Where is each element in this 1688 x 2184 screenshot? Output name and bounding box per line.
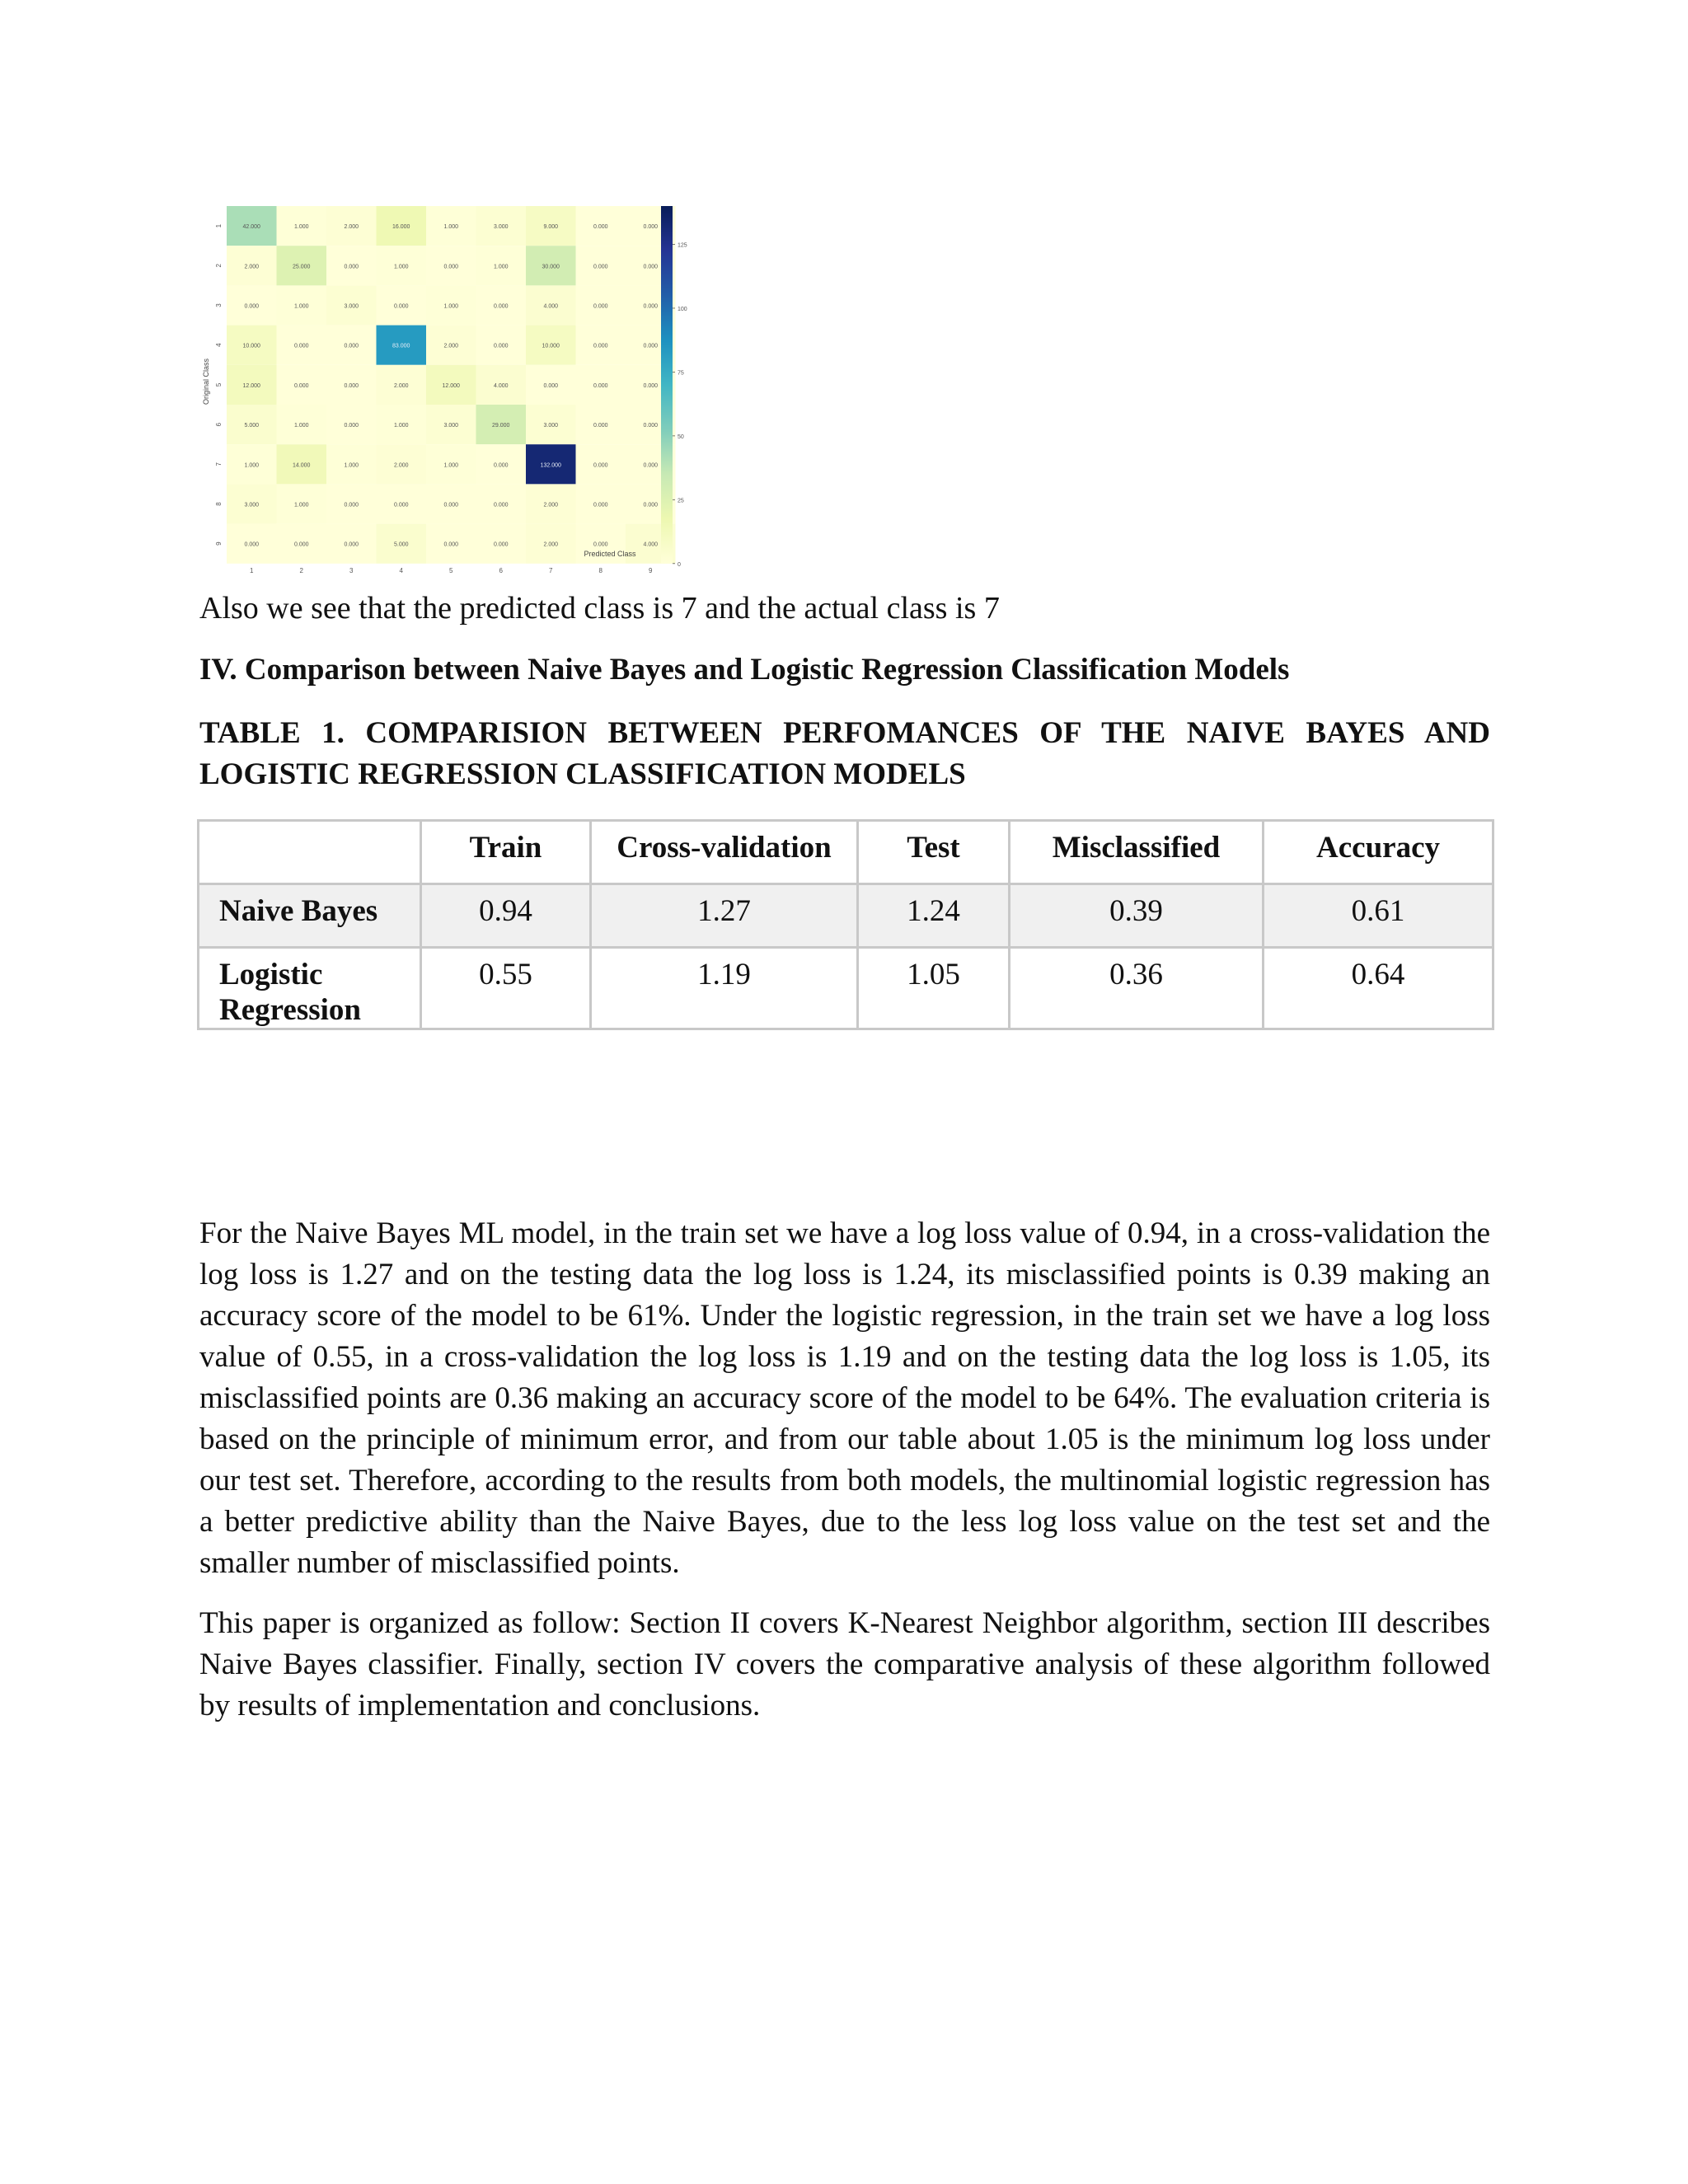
- table-cell: 0.39: [1010, 884, 1264, 948]
- x-tick-label: 6: [499, 566, 503, 574]
- table-cell: 0.55: [421, 948, 591, 1029]
- heatmap-cell-label: 0.000: [593, 343, 608, 349]
- results-paragraph: For the Naive Bayes ML model, in the train set we have a log loss value of 0.94, in a cross-validation the log loss is 1.27 and on the testing data the log loss is 1.24, its misclassified points is 0.39 making an accuracy score of the model to be 61%. Under the logistic regression, in the train set we have a log loss value of 0.55, in a cross-validation the log loss is 1.19 and on the testing data the log loss is 1.05, its misclassified points are 0.36 making an accuracy score of the model to be 64%. The evaluation criteria is based on the principle of minimum error, and from our table about 1.05 is the minimum log loss under our test set. Therefore, according to the results from both models, the multinomial logistic regression has a better predictive ability than the Naive Bayes, due to the less log loss value on the test set and the smaller number of misclassified points.: [199, 1216, 1490, 1580]
- x-tick-label: 5: [449, 566, 453, 574]
- table-header-cell: Cross-validation: [591, 821, 858, 884]
- colorbar-tick-label: 100: [678, 306, 687, 312]
- colorbar-tick-label: 125: [678, 242, 687, 249]
- colorbar-tick-label: 75: [678, 370, 684, 377]
- heatmap-cell-label: 2.000: [543, 541, 559, 548]
- x-axis-label: Predicted Class: [584, 550, 636, 558]
- confusion-matrix-heatmap: [185, 196, 1109, 574]
- heatmap-cell-label: 83.000: [392, 343, 410, 349]
- heatmap-cell-label: 10.000: [242, 343, 260, 349]
- x-tick-label: 9: [649, 566, 653, 574]
- heatmap-cell-label: 30.000: [542, 264, 560, 270]
- heatmap-cell-label: 0.000: [643, 423, 659, 429]
- heatmap-cell-label: 0.000: [593, 382, 608, 389]
- heatmap-cell-label: 0.000: [293, 541, 309, 548]
- colorbar-tick-label: 0: [678, 561, 681, 568]
- heatmap-cell-label: 2.000: [244, 264, 260, 270]
- heatmap-cell-label: 0.000: [244, 541, 260, 548]
- heatmap-cell-label: 1.000: [393, 264, 409, 270]
- heatmap-cell-label: 0.000: [643, 382, 659, 389]
- y-tick-label: 7: [215, 462, 223, 466]
- heatmap-cell-label: 14.000: [293, 462, 311, 469]
- heatmap-cell-label: 0.000: [443, 264, 459, 270]
- heatmap-cell-label: 0.000: [344, 382, 359, 389]
- heatmap-cell-label: 0.000: [643, 462, 659, 469]
- heatmap-cell-label: 1.000: [393, 423, 409, 429]
- heatmap-cell-label: 0.000: [643, 264, 659, 270]
- table-cell: 0.61: [1264, 884, 1493, 948]
- table-cell: 1.24: [858, 884, 1010, 948]
- heatmap-cell-label: 0.000: [344, 264, 359, 270]
- y-tick-label: 9: [215, 541, 223, 546]
- heatmap-cell-label: 16.000: [392, 224, 410, 231]
- heatmap-cell-label: 1.000: [293, 502, 309, 509]
- table-cell: 0.94: [421, 884, 591, 948]
- colorbar-tick-label: 50: [678, 434, 684, 440]
- table-row: [199, 948, 1493, 1029]
- table-header-cell: Accuracy: [1264, 821, 1493, 884]
- heatmap-cell-label: 0.000: [493, 502, 509, 509]
- heatmap-cell-label: 2.000: [543, 502, 559, 509]
- heatmap-cell-label: 1.000: [244, 462, 260, 469]
- heatmap-cell-label: 0.000: [543, 382, 559, 389]
- heatmap-cells: [227, 206, 676, 564]
- heatmap-cell-label: 0.000: [493, 462, 509, 469]
- heatmap-cell-label: 5.000: [244, 423, 260, 429]
- heatmap-cell-label: 1.000: [344, 462, 359, 469]
- heatmap-cell-label: 4.000: [493, 382, 509, 389]
- heatmap-cell-label: 0.000: [344, 423, 359, 429]
- row-label-logistic-regression: Logistic Regression: [199, 948, 421, 1029]
- heatmap-cell-label: 1.000: [293, 423, 309, 429]
- table-header-cell: Test: [858, 821, 1010, 884]
- heatmap-cell-label: 0.000: [593, 303, 608, 310]
- table-cell: 1.27: [591, 884, 858, 948]
- heatmap-cell-label: 0.000: [593, 423, 608, 429]
- heatmap-cell-label: 0.000: [593, 541, 608, 548]
- row-label-naive-bayes: Naive Bayes: [199, 884, 421, 948]
- heatmap-cell-label: 0.000: [293, 382, 309, 389]
- table-cell: 1.05: [858, 948, 1010, 1029]
- x-tick-label: 3: [349, 566, 354, 574]
- heatmap-cell-label: 132.000: [540, 462, 561, 469]
- heatmap-cell-label: 1.000: [443, 462, 459, 469]
- table-title: TABLE 1. COMPARISION BETWEEN PERFOMANCES OF THE NAIVE BAYES AND LOGISTIC REGRESSION CLASSIFICATION MODELS: [199, 716, 1490, 791]
- heatmap-cell-label: 1.000: [293, 224, 309, 231]
- heatmap-cell-label: 9.000: [543, 224, 559, 231]
- table-header-cell: Misclassified: [1010, 821, 1264, 884]
- table-cell: 1.19: [591, 948, 858, 1029]
- table-row: [199, 884, 1493, 948]
- heatmap-cell-label: 29.000: [492, 423, 510, 429]
- heatmap-cell-label: 12.000: [442, 382, 460, 389]
- heatmap-cell-label: 0.000: [643, 303, 659, 310]
- heatmap-cell-label: 5.000: [393, 541, 409, 548]
- heatmap-cell-label: 0.000: [643, 343, 659, 349]
- colorbar-gradient: [661, 206, 673, 564]
- x-tick-label: 1: [250, 566, 254, 574]
- heatmap-cell-label: 0.000: [344, 541, 359, 548]
- heatmap-cell-label: 4.000: [543, 303, 559, 310]
- heatmap-cell-label: 0.000: [393, 502, 409, 509]
- x-tick-label: 4: [399, 566, 403, 574]
- heatmap-cell-label: 0.000: [643, 224, 659, 231]
- x-tick-label: 7: [549, 566, 553, 574]
- y-tick-label: 8: [215, 502, 223, 506]
- heatmap-cell-label: 4.000: [643, 541, 659, 548]
- heatmap-cell-label: 0.000: [643, 502, 659, 509]
- heatmap-cell-label: 0.000: [593, 462, 608, 469]
- heatmap-cell-label: 2.000: [393, 462, 409, 469]
- heatmap-cell-label: 3.000: [543, 423, 559, 429]
- heatmap-cell-label: 0.000: [443, 541, 459, 548]
- heatmap-cell-label: 3.000: [443, 423, 459, 429]
- heatmap-cell-label: 0.000: [493, 541, 509, 548]
- y-tick-label: 3: [215, 303, 223, 307]
- heatmap-cell-label: 25.000: [293, 264, 311, 270]
- table-header-cell: [199, 821, 421, 884]
- heatmap-cell-label: 0.000: [344, 502, 359, 509]
- heatmap-cell-label: 2.000: [443, 343, 459, 349]
- heatmap-cell-label: 3.000: [244, 502, 260, 509]
- y-tick-label: 4: [215, 343, 223, 347]
- heatmap-cell-label: 12.000: [242, 382, 260, 389]
- heatmap-cell-label: 0.000: [593, 264, 608, 270]
- table-header-cell: Train: [421, 821, 591, 884]
- heatmap-cell-label: 42.000: [242, 224, 260, 231]
- heatmap-cell-label: 1.000: [443, 303, 459, 310]
- y-tick-label: 6: [215, 422, 223, 427]
- y-tick-label: 2: [215, 264, 223, 268]
- table-cell: 0.36: [1010, 948, 1264, 1029]
- heatmap-cell-label: 3.000: [493, 224, 509, 231]
- heatmap-cell-label: 0.000: [593, 224, 608, 231]
- x-tick-label: 8: [598, 566, 603, 574]
- heatmap-cell-label: 1.000: [443, 224, 459, 231]
- heatmap-cell-label: 0.000: [393, 303, 409, 310]
- y-tick-label: 5: [215, 382, 223, 387]
- heatmap-cell-label: 0.000: [443, 502, 459, 509]
- heatmap-cell-label: 0.000: [293, 343, 309, 349]
- heatmap-cell-label: 1.000: [293, 303, 309, 310]
- y-axis-label: Original Class: [202, 358, 210, 405]
- section-heading: IV. Comparison between Naive Bayes and Logistic Regression Classification Models: [199, 653, 1290, 687]
- table-cell: 0.64: [1264, 948, 1493, 1029]
- heatmap-cell-label: 0.000: [493, 343, 509, 349]
- heatmap-cell-label: 0.000: [344, 343, 359, 349]
- heatmap-cell-label: 0.000: [244, 303, 260, 310]
- y-tick-label: 1: [215, 223, 223, 228]
- x-tick-label: 2: [299, 566, 303, 574]
- heatmap-cell-label: 1.000: [493, 264, 509, 270]
- heatmap-cell-label: 0.000: [493, 303, 509, 310]
- comparison-table: [197, 819, 1494, 1030]
- heatmap-cell-label: 0.000: [593, 502, 608, 509]
- heatmap-cell-label: 2.000: [393, 382, 409, 389]
- heatmap-cell-label: 10.000: [542, 343, 560, 349]
- heatmap-cell-label: 2.000: [344, 224, 359, 231]
- organization-paragraph: This paper is organized as follow: Section II covers K-Nearest Neighbor algorithm, section III describes Naive Bayes classifier. Finally, section IV covers the comparative analysis of these algorithm followed by results of implementation and conclusions.: [199, 1606, 1490, 1722]
- figure-caption: Also we see that the predicted class is 7 and the actual class is 7: [199, 591, 1000, 626]
- table-header-row: [199, 821, 1493, 884]
- colorbar-tick-label: 25: [678, 498, 684, 504]
- heatmap-cell-label: 3.000: [344, 303, 359, 310]
